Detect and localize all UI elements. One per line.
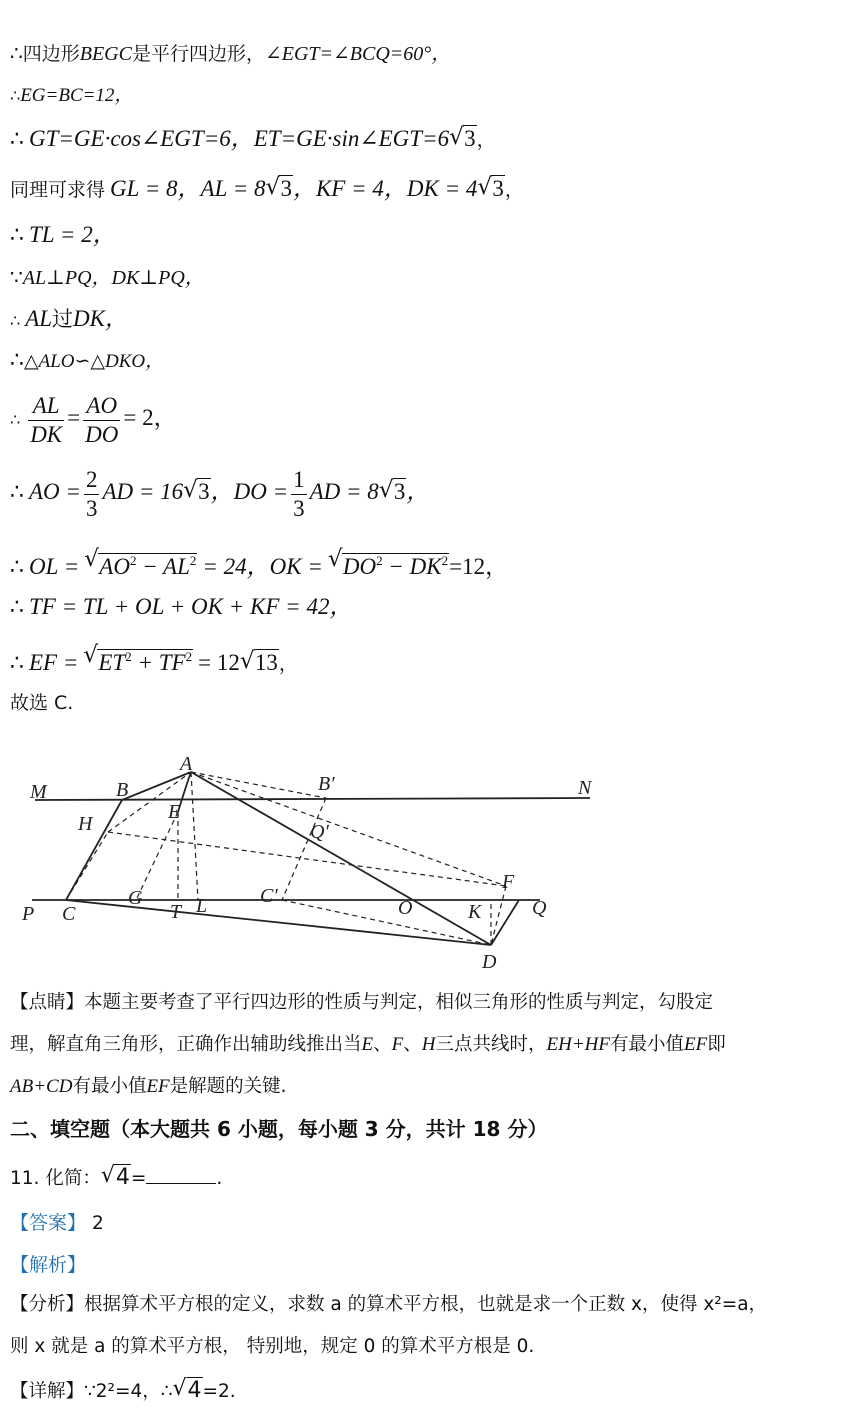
answer-blank xyxy=(146,1165,216,1184)
line-3 xyxy=(10,126,496,153)
exponent: 2 xyxy=(189,553,197,568)
math: H xyxy=(421,1034,436,1055)
sqrt: √ $ET^2 + TF^2$ xyxy=(83,642,193,675)
text: . xyxy=(216,1168,223,1189)
text: =2. xyxy=(202,1381,236,1402)
math: △ALO∽△DKO， xyxy=(24,351,165,372)
question-number: 11. xyxy=(10,1168,40,1189)
label-O: O xyxy=(398,897,413,919)
radicand: 13 xyxy=(254,650,278,675)
math: ET xyxy=(98,650,126,675)
answer-line xyxy=(10,1210,104,1237)
math: OL = xyxy=(29,554,80,579)
text: ， xyxy=(278,653,298,675)
line-13 xyxy=(10,644,298,677)
math: − DK xyxy=(382,554,442,579)
numerator: AL xyxy=(28,392,64,421)
text: 、 xyxy=(403,1034,422,1055)
section-heading: 二、填空题（本大题共 6 小题，每小题 3 分，共计 18 分） xyxy=(10,1117,548,1141)
therefore-symbol: ∴ xyxy=(10,86,21,105)
text: 、 xyxy=(373,1034,392,1055)
math: ∠EGT=∠BCQ=60°， xyxy=(264,43,452,65)
math: EF = xyxy=(29,650,79,675)
therefore-symbol: ∴ xyxy=(10,410,21,429)
radicand: 3 xyxy=(464,126,476,151)
math: GL = 8，AL = 8 xyxy=(110,176,266,201)
label-Q: Q xyxy=(532,897,547,919)
label-C: C xyxy=(62,903,76,925)
label-M: M xyxy=(30,781,47,803)
math: + TF xyxy=(131,650,186,675)
comment-block xyxy=(10,982,838,1108)
math: − AL xyxy=(136,554,190,579)
geometry-figure xyxy=(10,752,610,977)
math: AO = xyxy=(29,479,81,504)
because-symbol: ∵ xyxy=(10,265,23,289)
dash-AF xyxy=(191,772,506,886)
math: EH+HF xyxy=(546,1034,610,1055)
text: 化简： xyxy=(45,1168,101,1189)
label-F: F xyxy=(502,871,515,893)
math: TF = TL + OL + OK + KF = 42， xyxy=(29,594,353,619)
sqrt: √ $AO^2 - AL^2$ xyxy=(84,546,197,579)
math: AD = 8 xyxy=(309,479,379,504)
line-2 xyxy=(10,82,133,109)
therefore-symbol: ∴ xyxy=(10,41,23,65)
fraction xyxy=(84,466,100,523)
dash-CH xyxy=(66,832,108,900)
denominator: 3 xyxy=(293,495,305,521)
xiangjie-line xyxy=(10,1376,236,1407)
line-1 xyxy=(10,40,451,67)
analysis-tag: 【解析】 xyxy=(10,1254,87,1276)
sqrt: √ 3 xyxy=(183,477,210,504)
text: 有最小值 xyxy=(610,1034,685,1055)
radicand: 3 xyxy=(492,176,504,201)
sqrt: √ 13 xyxy=(239,648,278,675)
math: = xyxy=(67,405,81,430)
line-11 xyxy=(10,548,508,581)
label-E: E xyxy=(168,801,181,823)
dash-HF xyxy=(108,832,506,886)
math: EF xyxy=(684,1034,708,1055)
therefore-symbol: ∴ xyxy=(10,311,21,330)
math: = 24，OK = xyxy=(202,554,323,579)
text: ∵2²=4，∴ xyxy=(84,1381,173,1402)
math: AB+CD xyxy=(10,1076,73,1097)
line-7 xyxy=(10,306,128,334)
label-L: L xyxy=(196,895,208,917)
text: 根据算术平方根的定义，求数 a 的算术平方根，也就是求一个正数 x，使得 x²=a， xyxy=(84,1294,768,1315)
radicand: 3 xyxy=(280,176,292,201)
text: 同理可求得 xyxy=(10,179,106,201)
therefore-symbol: ∴ xyxy=(10,348,24,373)
line-12 xyxy=(10,594,352,621)
sqrt: √ $DO^2 - DK^2$ xyxy=(327,546,449,579)
line-5 xyxy=(10,222,116,249)
therefore-symbol: ∴ xyxy=(10,595,24,620)
dash-FD xyxy=(491,886,506,945)
math: DK， xyxy=(73,306,128,331)
dash-AB' xyxy=(191,772,326,798)
exponent: 2 xyxy=(376,553,383,568)
label-Cprime: C′ xyxy=(260,885,278,907)
sqrt: √ 3 xyxy=(449,124,476,151)
fraction xyxy=(291,466,307,523)
math: E xyxy=(361,1034,374,1055)
text: 三点共线时， xyxy=(435,1034,547,1055)
label-Qprime: Q′ xyxy=(310,821,329,843)
label-H: H xyxy=(78,813,93,835)
text: 故选 C. xyxy=(10,692,74,714)
math: ，DO = xyxy=(210,479,289,504)
math: GT=GE·cos∠EGT=6，ET=GE·sin∠EGT=6 xyxy=(29,126,450,151)
math: ， xyxy=(406,479,430,504)
math: TL = 2， xyxy=(29,222,116,247)
math: AD = 16 xyxy=(102,479,184,504)
text: 本题主要考查了平行四边形的性质与判定，相似三角形的性质与判定，勾股定 xyxy=(84,992,714,1013)
numerator: 2 xyxy=(84,466,100,495)
label-D: D xyxy=(482,951,497,973)
therefore-symbol: ∴ xyxy=(10,480,24,505)
radicand: 3 xyxy=(198,479,210,504)
sqrt: √ 3 xyxy=(477,174,504,201)
math: AO xyxy=(99,554,130,579)
dash-AL xyxy=(191,772,198,900)
answer-value: 2 xyxy=(92,1213,104,1234)
exponent: 2 xyxy=(185,649,193,664)
line-8 xyxy=(10,348,164,375)
math: EF xyxy=(146,1076,170,1097)
segment-DQ xyxy=(491,900,519,945)
exponent: 2 xyxy=(129,553,137,568)
label-Bprime: B′ xyxy=(318,773,335,795)
denominator: DO xyxy=(85,421,119,447)
math: AL xyxy=(25,306,53,331)
math: ，KF = 4，DK = 4 xyxy=(292,176,478,201)
xiangjie-tag: 【详解】 xyxy=(10,1381,85,1402)
math: EG=BC=12， xyxy=(20,85,134,106)
sqrt: √ 3 xyxy=(378,477,406,504)
math: AL⊥PQ，DK⊥PQ， xyxy=(22,267,205,289)
text: ， xyxy=(504,179,524,201)
line-10 xyxy=(10,462,429,523)
exponent: 2 xyxy=(125,649,132,664)
line-14 xyxy=(10,690,73,716)
radicand: 4 xyxy=(187,1378,202,1403)
segment-CB xyxy=(66,800,122,900)
math: =12， xyxy=(449,554,509,579)
label-A: A xyxy=(180,753,193,775)
therefore-symbol: ∴ xyxy=(10,651,24,676)
label-B: B xyxy=(116,779,129,801)
math: = 12 xyxy=(198,650,240,675)
label-T: T xyxy=(170,901,182,923)
fraction xyxy=(28,392,64,449)
sqrt: √ 3 xyxy=(265,174,292,201)
text: ， xyxy=(476,129,496,151)
segment-BA xyxy=(122,772,191,800)
label-K: K xyxy=(468,901,482,923)
line-6 xyxy=(10,264,205,291)
math: F xyxy=(391,1034,404,1055)
radicand: 4 xyxy=(115,1165,130,1190)
text: 过 xyxy=(52,307,74,331)
text: 有最小值 xyxy=(72,1076,147,1097)
dash-C'D xyxy=(282,900,491,945)
label-P: P xyxy=(22,903,35,925)
question-11 xyxy=(10,1163,222,1194)
radicand: 3 xyxy=(393,479,406,504)
sqrt: √ 4 xyxy=(100,1163,130,1190)
line-9 xyxy=(10,388,177,450)
numerator: AO xyxy=(83,392,120,421)
line-4 xyxy=(10,176,524,203)
denominator: 3 xyxy=(85,495,98,521)
denominator: DK xyxy=(30,421,63,447)
math: DO xyxy=(342,554,377,579)
therefore-symbol: ∴ xyxy=(10,223,24,248)
therefore-symbol: ∴ xyxy=(10,127,24,152)
text: 是解题的关键. xyxy=(169,1076,287,1097)
label-G: G xyxy=(128,887,143,909)
answer-tag: 【答案】 xyxy=(10,1212,87,1234)
text: 则 x 就是 a 的算术平方根， 特别地，规定 0 的算术平方根是 0. xyxy=(10,1336,535,1357)
fraction xyxy=(83,392,120,449)
text: 四边形 xyxy=(22,43,80,65)
fenxi-block xyxy=(10,1284,838,1368)
exponent: 2 xyxy=(441,553,449,568)
fenxi-tag: 【分析】 xyxy=(10,1294,85,1315)
numerator: 1 xyxy=(291,466,307,495)
text: 理，解直角三角形，正确作出辅助线推出当 xyxy=(10,1034,362,1055)
therefore-symbol: ∴ xyxy=(10,555,24,580)
math: BEGC xyxy=(79,43,132,65)
sqrt: √ 4 xyxy=(172,1376,202,1403)
text: 即 xyxy=(707,1034,726,1055)
text: 是平行四边形， xyxy=(131,43,265,65)
label-N: N xyxy=(578,777,592,799)
comment-tag: 【点睛】 xyxy=(10,992,85,1013)
text: = xyxy=(130,1168,147,1189)
math: = 2， xyxy=(123,405,177,430)
analysis-line xyxy=(10,1252,86,1278)
